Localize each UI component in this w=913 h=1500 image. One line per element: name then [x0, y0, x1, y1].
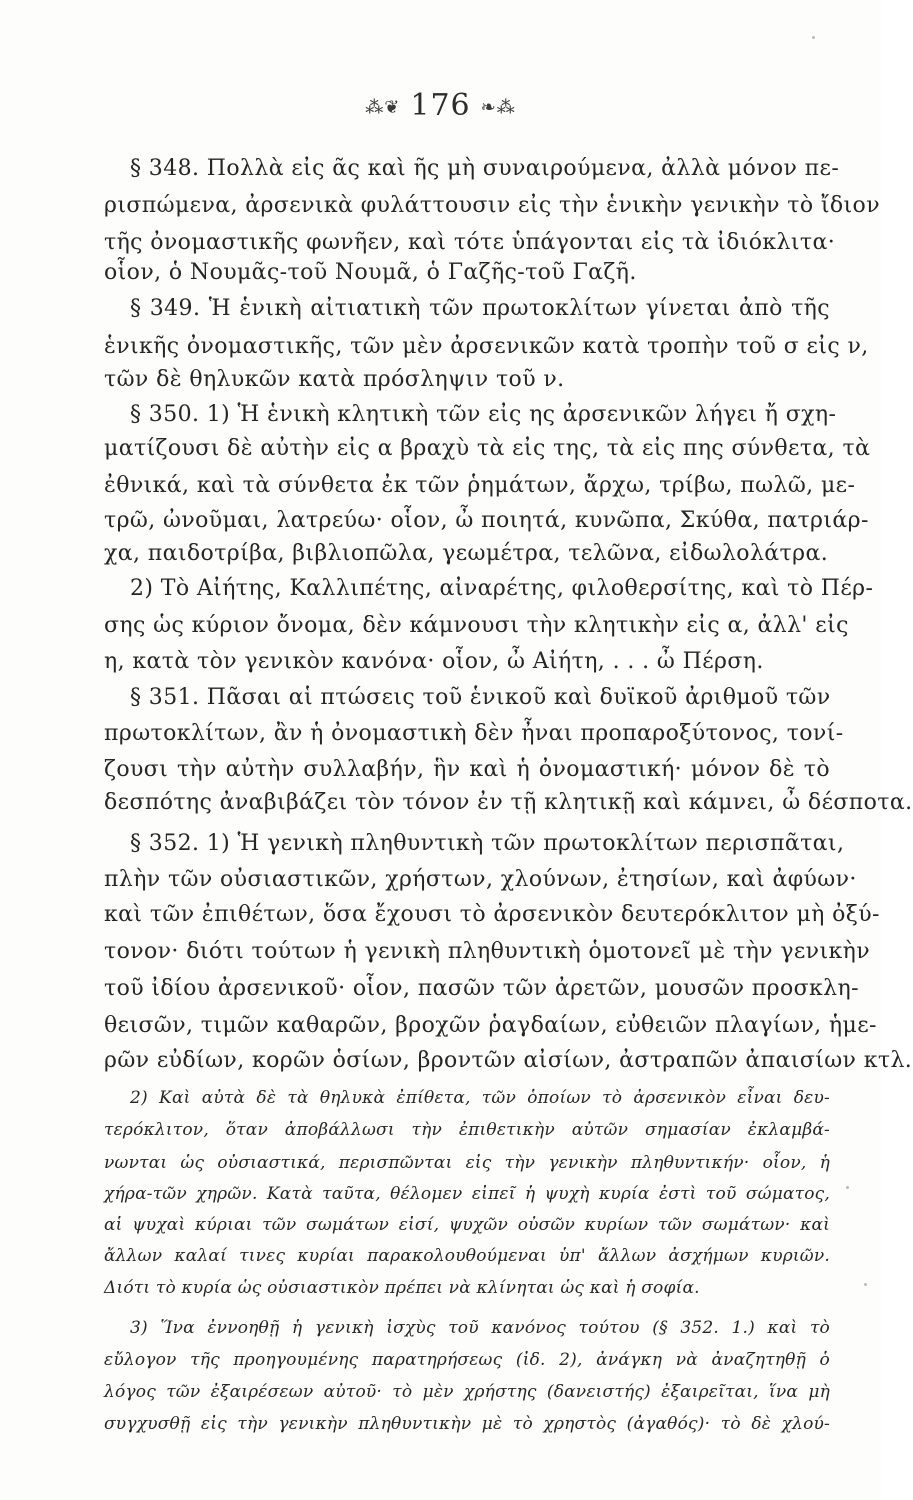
text-line: πλὴν τῶν οὐσιαστικῶν, χρήστων, χλούνων, ἐτησίων, καὶ ἀφύων· [104, 867, 857, 892]
paper-speck [812, 36, 815, 39]
text-line: ρισπώμενα, ἀρσενικὰ φυλάττουσιν εἰς τὴν ἑνικὴν γενικὴν τὸ ἴδιον [104, 193, 880, 218]
text-line: § 352. 1) Ἡ γενικὴ πληθυντικὴ τῶν πρωτοκλίτων περισπᾶται, [130, 831, 845, 856]
paper-speck [846, 1186, 849, 1189]
text-line: § 351. Πᾶσαι αἱ πτώσεις τοῦ ἑνικοῦ καὶ δυϊκοῦ ἀριθμοῦ τῶν [130, 685, 831, 710]
text-line: § 348. Πολλὰ εἰς ᾶς καὶ ῆς μὴ συναιρούμενα, ἀλλὰ μόνον πε- [130, 156, 840, 181]
text-line: εὔλογον τῆς προηγουμένης παρατηρήσεως (ἰδ. 2), ἀνάγκη νὰ ἀναζητηθῇ ὁ [104, 1350, 830, 1370]
ornament-left-icon: ⁂❦ [365, 96, 401, 118]
text-line: οἷον, ὁ Νουμᾶς-τοῦ Νουμᾶ, ὁ Γαζῆς-τοῦ Γαζῆ. [104, 260, 637, 285]
text-line: τρῶ, ὠνοῦμαι, λατρεύω· οἷον, ὦ ποιητά, κυνῶπα, Σκύθα, πατριάρ- [104, 508, 869, 533]
text-line: ἑνικῆς ὀνομαστικῆς, τῶν μὲν ἀρσενικῶν κατὰ τροπὴν τοῦ σ εἰς ν, [104, 334, 869, 359]
text-line: νωνται ὡς οὐσιαστικά, περισπῶνται εἰς τὴν γενικὴν πληθυντικήν· οἷον, ἡ [104, 1153, 830, 1173]
text-line: χα, παιδοτρίβα, βιβλιοπῶλα, γεωμέτρα, τελῶνα, εἰδωλολάτρα. [104, 541, 829, 566]
text-line: ματίζουσι δὲ αὐτὴν εἰς α βραχὺ τὰ εἰς της, τὰ εἰς πης σύνθετα, τὰ [104, 436, 871, 461]
text-line: Διότι τὸ κυρία ὡς οὐσιαστικὸν πρέπει νὰ κλίνηται ὡς καὶ ἡ σοφία. [104, 1278, 700, 1298]
text-line: ρῶν εὐδίων, κορῶν ὁσίων, βροντῶν αἰσίων, ἀστραπῶν ἀπαισίων κτλ. [104, 1048, 913, 1073]
page-header [0, 88, 881, 123]
text-line: 3) Ἵνα ἐννοηθῇ ἡ γενικὴ ἰσχὺς τοῦ κανόνος τούτου (§ 352. 1.) καὶ τὸ [130, 1318, 830, 1338]
text-line: λόγος τῶν ἐξαιρέσεων αὐτοῦ· τὸ μὲν χρήστης (δανειστής) ἐξαιρεῖται, ἵνα μὴ [104, 1382, 830, 1402]
text-line: η, κατὰ τὸν γενικὸν κανόνα· οἷον, ὦ Αἰήτη, . . . ὦ Πέρση. [104, 649, 764, 674]
text-line: ἐθνικά, καὶ τὰ σύνθετα ἐκ τῶν ῥημάτων, ἄρχω, τρίβω, πωλῶ, με- [104, 473, 856, 498]
text-line: § 350. 1) Ἡ ἑνικὴ κλητικὴ τῶν εἰς ης ἀρσενικῶν λήγει ἤ σχη- [130, 402, 837, 427]
text-line: ζουσι τὴν αὐτὴν συλλαβήν, ἣν καὶ ἡ ὀνομαστική· μόνον δὲ τὸ [104, 757, 830, 782]
text-line: τερόκλιτον, ὅταν ἀποβάλλωσι τὴν ἐπιθετικὴν αὐτῶν σημασίαν ἐκλαμβά- [104, 1120, 830, 1140]
text-line: δεσπότης ἀναβιβάζει τὸν τόνον ἐν τῇ κλητικῇ καὶ κάμνει, ὦ δέσποτα. [104, 790, 913, 815]
text-line: χήρα-τῶν χηρῶν. Κατὰ ταῦτα, θέλομεν εἰπεῖ ἡ ψυχὴ κυρία ἐστὶ τοῦ σώματος, [104, 1184, 830, 1204]
text-line: ἄλλων καλαί τινες κυρίαι παρακολουθούμεναι ὑπ' ἄλλων ἀσχήμων κυριῶν. [104, 1246, 830, 1266]
text-line: τῆς ὀνομαστικῆς φωνῆεν, καὶ τότε ὑπάγονται εἰς τὰ ἰδιόκλιτα· [104, 230, 836, 255]
text-line: 2) Τὸ Αἰήτης, Καλλιπέτης, αἰναρέτης, φιλοθερσίτης, καὶ τὸ Πέρ- [130, 576, 874, 601]
ornament-right-icon: ❧⁂ [480, 96, 516, 118]
text-line: σης ὡς κύριον ὄνομα, δὲν κάμνουσι τὴν κλητικὴν εἰς α, ἀλλ' εἰς [104, 613, 849, 638]
text-line: θεισῶν, τιμῶν καθαρῶν, βροχῶν ῥαγδαίων, εὐθειῶν πλαγίων, ἡμε- [104, 1013, 877, 1038]
text-line: τῶν δὲ θηλυκῶν κατὰ πρόσληψιν τοῦ ν. [104, 367, 565, 392]
text-line: § 349. Ἡ ἑνικὴ αἰτιατικὴ τῶν πρωτοκλίτων γίνεται ἀπὸ τῆς [130, 296, 830, 321]
page-number: 176 [410, 88, 471, 123]
text-line: συγχυσθῇ εἰς τὴν γενικὴν πληθυντικὴν μὲ τὸ χρηστὸς (ἀγαθός)· τὸ δὲ χλού- [104, 1414, 830, 1434]
text-line: αἱ ψυχαὶ κύριαι τῶν σωμάτων εἰσί, ψυχῶν οὐσῶν κυρίων τῶν σωμάτων· καὶ [104, 1215, 830, 1235]
text-line: πρωτοκλίτων, ἂν ἡ ὀνομαστικὴ δὲν ἦναι προπαροξύτονος, τονί- [104, 721, 844, 746]
text-line: 2) Καὶ αὐτὰ δὲ τὰ θηλυκὰ ἐπίθετα, τῶν ὁποίων τὸ ἀρσενικὸν εἶναι δευ- [130, 1088, 830, 1108]
text-line: τοῦ ἰδίου ἀρσενικοῦ· οἷον, πασῶν τῶν ἀρετῶν, μουσῶν προσκλη- [104, 976, 859, 1001]
paper-speck [864, 1283, 867, 1286]
text-line: καὶ τῶν ἐπιθέτων, ὅσα ἔχουσι τὸ ἀρσενικὸν δευτερόκλιτον μὴ ὀξύ- [104, 902, 880, 927]
text-line: τονον· διότι τούτων ἡ γενικὴ πληθυντικὴ ὁμοτονεῖ μὲ τὴν γενικὴν [104, 939, 870, 964]
